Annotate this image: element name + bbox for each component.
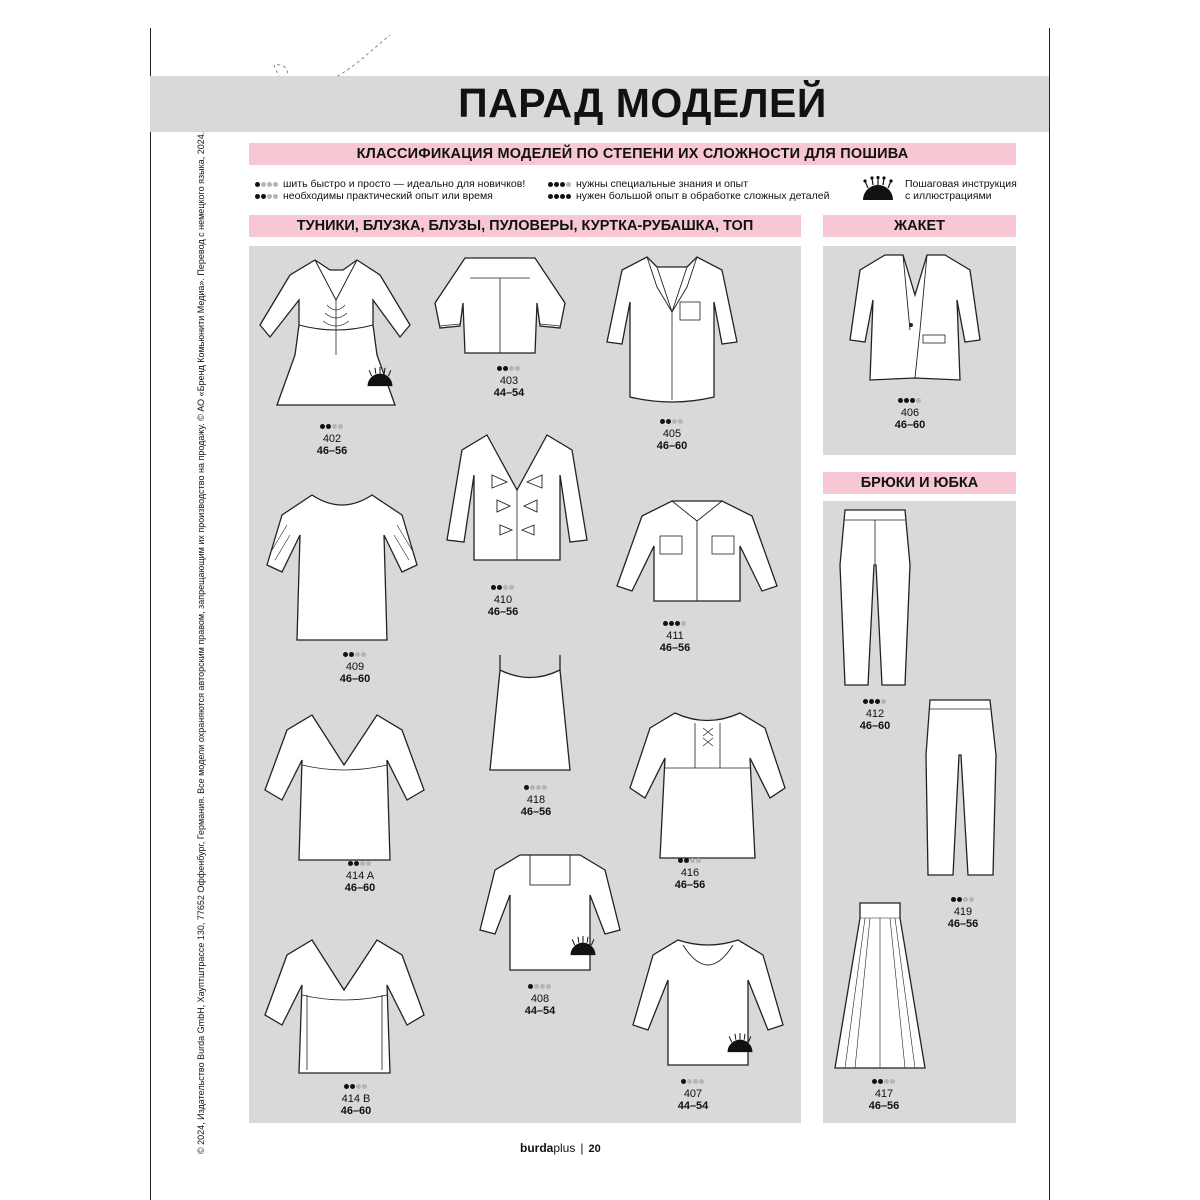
difficulty-dots: [255, 178, 279, 190]
difficulty-dot: [366, 861, 371, 866]
model-number: 409: [345, 661, 365, 673]
pin-legend-text: [905, 178, 1017, 202]
model-number: 416: [680, 867, 700, 879]
brand-name: burda: [520, 1141, 554, 1155]
item-417[interactable]: [844, 1075, 924, 1112]
difficulty-dot: [660, 419, 665, 424]
difficulty-dot: [875, 699, 880, 704]
difficulty-dot: [904, 398, 909, 403]
size-range: 46–60: [656, 440, 688, 452]
page-subtitle: КЛАССИФИКАЦИЯ МОДЕЛЕЙ ПО СТЕПЕНИ ИХ СЛОЖНОСТИ ДЛЯ ПОШИВА: [356, 146, 909, 162]
difficulty-dot: [509, 366, 514, 371]
difficulty-dot: [530, 785, 535, 790]
pincushion-icon: [365, 366, 395, 388]
difficulty-dots: [343, 648, 367, 660]
model-number: 407: [683, 1088, 703, 1100]
difficulty-dot: [687, 1079, 692, 1084]
legend-level-3-text: нужны специальные знания и опыт: [576, 178, 749, 190]
size-range: 46–60: [859, 720, 891, 732]
difficulty-dot: [326, 424, 331, 429]
garment-407-blouse: [628, 935, 788, 1070]
difficulty-dot: [951, 897, 956, 902]
item-405[interactable]: [632, 415, 712, 452]
model-number: 414 A: [345, 870, 375, 882]
difficulty-dot: [361, 652, 366, 657]
difficulty-dot: [681, 621, 686, 626]
difficulty-dot: [349, 652, 354, 657]
legend-level-3: [548, 178, 748, 190]
model-number: 412: [865, 708, 885, 720]
size-range: 44–54: [524, 1005, 556, 1017]
difficulty-dots: [348, 857, 372, 869]
item-414b[interactable]: [316, 1080, 396, 1117]
pin-legend-line-1: Пошаговая инструкция: [905, 178, 1017, 190]
model-number: 406: [900, 407, 920, 419]
difficulty-dots: [678, 854, 702, 866]
difficulty-dot: [681, 1079, 686, 1084]
garment-417-skirt: [830, 898, 930, 1073]
section-head-tops: ТУНИКИ, БЛУЗКА, БЛУЗЫ, ПУЛОВЕРЫ, КУРТКА-РУБАШКА, ТОП: [249, 215, 801, 237]
difficulty-dots: [681, 1075, 705, 1087]
difficulty-dot: [338, 424, 343, 429]
difficulty-dot: [872, 1079, 877, 1084]
difficulty-dot: [350, 1084, 355, 1089]
legend-level-4: [548, 190, 829, 202]
size-range: 46–56: [520, 806, 552, 818]
difficulty-dots: [344, 1080, 368, 1092]
model-number: 410: [493, 594, 513, 606]
difficulty-dot: [678, 858, 683, 863]
item-402[interactable]: [292, 420, 372, 457]
item-408[interactable]: [500, 980, 580, 1017]
page-border-right: [1049, 28, 1050, 1200]
item-412[interactable]: [835, 695, 915, 732]
difficulty-dot: [969, 897, 974, 902]
difficulty-dots: [497, 362, 521, 374]
difficulty-dot: [354, 861, 359, 866]
size-range: 46–56: [674, 879, 706, 891]
garment-410-blouse: [442, 430, 592, 580]
difficulty-dot: [684, 858, 689, 863]
legend-level-2-text: необходимы практический опыт или время: [283, 190, 493, 202]
difficulty-dots: [491, 581, 515, 593]
garment-412-trousers: [830, 505, 920, 690]
difficulty-dot: [320, 424, 325, 429]
brand-suffix: plus: [553, 1141, 576, 1155]
difficulty-dot: [699, 1079, 704, 1084]
model-number: 405: [662, 428, 682, 440]
item-414a[interactable]: [320, 857, 400, 894]
difficulty-dot: [696, 858, 701, 863]
difficulty-dot: [693, 1079, 698, 1084]
model-number: 419: [953, 906, 973, 918]
legend-level-1-text: шить быстро и просто — идеально для новичков!: [283, 178, 526, 190]
difficulty-dot: [524, 785, 529, 790]
difficulty-dot: [663, 621, 668, 626]
difficulty-dot: [678, 419, 683, 424]
difficulty-dot: [884, 1079, 889, 1084]
size-range: 46–56: [659, 642, 691, 654]
pincushion-icon: [568, 935, 598, 957]
difficulty-dots: [663, 617, 687, 629]
size-range: 46–60: [894, 419, 926, 431]
page-title: ПАРАД МОДЕЛЕЙ: [458, 80, 827, 126]
difficulty-dots: [320, 420, 344, 432]
difficulty-dots: [660, 415, 684, 427]
pin-legend-line-2: с иллюстрациями: [905, 190, 992, 202]
legend-level-2: [255, 190, 493, 202]
difficulty-dot: [542, 785, 547, 790]
page-footer: burdaplus | 20: [520, 1141, 601, 1155]
difficulty-dot: [497, 585, 502, 590]
difficulty-dot: [360, 861, 365, 866]
difficulty-dots: [872, 1075, 896, 1087]
difficulty-dots: [255, 190, 279, 202]
difficulty-dot: [690, 858, 695, 863]
difficulty-dot: [957, 897, 962, 902]
copyright-notice: © 2024, Издательство Burda GmbH, Хауптштрассе 130, 77652 Оффенбург, Германия. Все модели охраняются авторским правом, запрещающим их производство на продажу. © АО «Бренд Комьюнити Медиа». Перевод с немецкого языка, 2024.: [196, 131, 206, 1154]
garment-411-shirt-jacket: [612, 496, 782, 611]
difficulty-dot: [666, 419, 671, 424]
pincushion-icon: [725, 1032, 755, 1054]
garment-402-tunic: [255, 255, 415, 415]
difficulty-dot: [503, 366, 508, 371]
difficulty-dot: [869, 699, 874, 704]
size-range: 44–54: [493, 387, 525, 399]
difficulty-dot: [491, 585, 496, 590]
size-range: 44–54: [677, 1100, 709, 1112]
difficulty-dot: [916, 398, 921, 403]
difficulty-dots: [548, 178, 572, 190]
item-416[interactable]: [650, 854, 730, 891]
difficulty-dot: [672, 419, 677, 424]
difficulty-dot: [497, 366, 502, 371]
size-range: 46–60: [340, 1105, 372, 1117]
garment-416-blouse: [625, 708, 790, 868]
difficulty-dots: [548, 190, 572, 202]
item-406[interactable]: [870, 394, 950, 431]
item-419[interactable]: [923, 893, 1003, 930]
size-range: 46–56: [947, 918, 979, 930]
difficulty-dot: [898, 398, 903, 403]
model-number: 417: [874, 1088, 894, 1100]
difficulty-dot: [503, 585, 508, 590]
garment-414a-tunic: [262, 710, 427, 870]
difficulty-dot: [881, 699, 886, 704]
garment-418-top: [485, 650, 575, 775]
difficulty-dot: [890, 1079, 895, 1084]
legend-level-1: [255, 178, 525, 190]
difficulty-dot: [362, 1084, 367, 1089]
difficulty-dot: [343, 652, 348, 657]
garment-409-tunic: [262, 490, 422, 645]
garment-403-blouse: [425, 248, 575, 360]
page-number: 20: [588, 1143, 601, 1155]
difficulty-dot: [863, 699, 868, 704]
model-number: 414 B: [341, 1093, 371, 1105]
difficulty-dot: [515, 366, 520, 371]
item-409[interactable]: [315, 648, 395, 685]
difficulty-dot: [536, 785, 541, 790]
difficulty-dot: [540, 984, 545, 989]
size-range: 46–60: [344, 882, 376, 894]
size-range: 46–60: [339, 673, 371, 685]
legend-level-4-text: нужен большой опыт в обработке сложных деталей: [576, 190, 830, 202]
page-border-left: [150, 28, 151, 1200]
garment-419-trousers: [918, 695, 1003, 880]
difficulty-dot: [675, 621, 680, 626]
garment-405-shirt: [602, 252, 742, 412]
section-head-bottoms: БРЮКИ И ЮБКА: [823, 472, 1016, 494]
garment-406-jacket: [845, 250, 985, 390]
difficulty-dot: [546, 984, 551, 989]
item-410[interactable]: [463, 581, 543, 618]
size-range: 46–56: [868, 1100, 900, 1112]
size-range: 46–56: [487, 606, 519, 618]
difficulty-dots: [951, 893, 975, 905]
difficulty-dot: [669, 621, 674, 626]
model-number: 411: [666, 630, 684, 642]
item-407[interactable]: [653, 1075, 733, 1112]
item-418[interactable]: [496, 781, 576, 818]
difficulty-dots: [524, 781, 548, 793]
difficulty-dot: [534, 984, 539, 989]
difficulty-dot: [528, 984, 533, 989]
difficulty-dot: [509, 585, 514, 590]
model-number: 408: [530, 993, 550, 1005]
garment-414b-tunic: [262, 935, 427, 1080]
model-number: 418: [526, 794, 546, 806]
difficulty-dot: [355, 652, 360, 657]
difficulty-dots: [898, 394, 922, 406]
difficulty-dot: [963, 897, 968, 902]
pincushion-icon: [860, 176, 896, 202]
model-number: 403: [499, 375, 519, 387]
size-range: 46–56: [316, 445, 348, 457]
model-number: 402: [322, 433, 342, 445]
difficulty-dot: [348, 861, 353, 866]
difficulty-dot: [878, 1079, 883, 1084]
difficulty-dot: [344, 1084, 349, 1089]
difficulty-dot: [332, 424, 337, 429]
difficulty-dot: [910, 398, 915, 403]
difficulty-dots: [863, 695, 887, 707]
item-403[interactable]: [469, 362, 549, 399]
difficulty-dots: [528, 980, 552, 992]
difficulty-dot: [356, 1084, 361, 1089]
item-411[interactable]: [635, 617, 715, 654]
section-head-jacket: ЖАКЕТ: [823, 215, 1016, 237]
garment-408-blouse: [475, 850, 625, 975]
